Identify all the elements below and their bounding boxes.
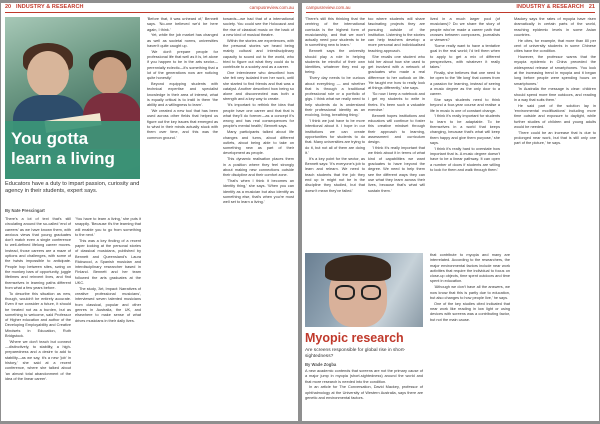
myopic-headline: Myopic research	[305, 331, 404, 345]
paragraph: She says students need to think beyond a four-year course and realise a life in music is one of constant change.	[430, 97, 500, 113]
article-column	[5, 217, 71, 417]
feature-photo	[5, 17, 140, 179]
article-column	[147, 17, 218, 417]
paragraph: 'We don't prepare people for professional life that well as it is, let alone if you happen to be in the arts sector—perennially eclectic—it's something that a lot of the generations now are noticing quite honestly.'	[147, 49, 218, 81]
paragraph: lived in a much larger pool (of musicians)? Do we share the story of people who've made a career path that crosses between composers, journalists or viewers?	[430, 17, 500, 43]
paragraph: towards—we had that of a international society. You could see the Holocaust and the rise of classical music on the back of a new kind of musical theatre.	[223, 17, 294, 37]
paragraph: Bennett hopes institutions and educators will continue to foster this creative mindset through their approach to learning, assessment and curriculum design.	[368, 113, 425, 145]
myopic-standfirst: Are screens responsible for global rise in short-sightedness?	[305, 348, 406, 359]
paragraph: 'That's when I think it becomes an identity thing,' she says. 'When you can identify as a musician but also identify as something else, that's when you're most well set to learn a living.'	[223, 178, 294, 205]
paragraph: Bennett says the university should play a role in helping students be mindful of their own identities, whatever they end up being.	[305, 49, 365, 75]
paragraph: 'Some really want to have a tentative goal in the real world; I'd tell them when to apply to get a mix of different perspectives, with whatever it really takes.'	[430, 43, 500, 70]
article-column	[75, 217, 141, 417]
paragraph: She recalls one student who told her about how she used to get involved with a network of graduates who made a real difference to her outlook on life. 'He taught me how to really look at things differently,' she says.	[368, 54, 425, 91]
paragraph: He cites, for example, that more than 80 per cent of university students in some Chinese cities have the condition.	[514, 38, 596, 54]
article-column	[305, 369, 423, 419]
paragraph: 'Although we don't have all the answers, we now know that this is partly due to education, but also changes to how people live,' he says.	[430, 285, 510, 300]
paragraph: 'There's still this thinking that the centring of the international curricula is the highest form of musicianship, and that we won't actually need your students to be in something new to learn.'	[305, 17, 365, 48]
paragraph: 'Where we don't teach but connect—distinctively, to stability, a high-preparedness and a desire to add to stability—as we say, it's a new 'job' in history,' she said at a recent conference, where she talked about 'an almost total abandonment of the idea of the linear career'.	[5, 339, 71, 381]
paragraph: There's a lot of text that's still circulating around the so-called 'end of careers' as we have known them, with anxious views that young graduates don't match even a single conference to well-defined lifelong career moves. Instead, those careers are a maze of options and challenges, with some of the twists impossible to anticipate. People hop between sites, swing on the monkey bars of opportunity, juggle lifetimes and reinvent lives, and find themselves in learning paths different from what a few years before.	[5, 217, 71, 290]
feature-headline: You gotta	[11, 129, 89, 148]
paragraph: 'In Australia the message is clear: children should spend more time outdoors, and reading in a way that suits them.'	[514, 87, 596, 102]
paragraph: 'So now I keep a notebook and I get my students to write in theirs. It's been such a valuable exercise.'	[368, 92, 425, 113]
paragraph: Beyond equipping students with technical expertise and specialist knowledge in their area of interest, what is equally critical is to instil in them 'the ability and a willingness to learn'.	[147, 82, 218, 108]
glasses-lens	[361, 285, 381, 300]
paragraph: One of the key studies cited indicated that near work like reading in low light or using devices with screens was a contributing factor, but not the main cause.	[430, 301, 510, 322]
header-rule	[306, 12, 595, 13]
feature-standfirst: Educators have a duty to impart passion, curiosity and agency in their students, expert says.	[5, 181, 140, 194]
paragraph: Within the stories are experiences, with the personal stories we heard being mainly cultural and interdisciplinary capacity to sound out to the world, who tried to figure out what they could do to contribute to a society and as a career.	[223, 38, 294, 70]
article-column	[430, 17, 500, 249]
paragraph: 'Before that, it was unheard of,' Bennett says. 'No-one believed we'd be here again, I think.'	[147, 17, 218, 32]
paragraph: In an article for The Conversation, David Mackey, professor of ophthalmology at the University of Western Australia, says there are genetic and environmental factors.	[305, 385, 423, 400]
paragraph: too where students will share fascinating projects they are pursuing outside of the institution. Listening to the stories can help teachers develop a more personal and individualised teaching approach.	[368, 17, 425, 53]
right-page	[302, 3, 599, 421]
paragraph: 'I think we just have to be more intentional about it. I hope in our institutions we can create opportunities for students to do that. Many universities are trying to do it, but not all of them are doing it.'	[305, 119, 365, 155]
feature-headline: learn a living	[11, 149, 115, 168]
site-url[interactable]: campusreview.com.au	[249, 4, 294, 10]
header-rule	[5, 12, 294, 13]
paragraph: 'I think it's really important that we think about it in terms of what kind of capabilities we want graduates to have beyond the degree. We need to help them see the different ways they can use what they learn across their lives, because that's what will sustain them.'	[368, 146, 425, 193]
paragraph: Many participants talked about life changes and turns, about different outlets, about being able to take on something new as part of their development as people.	[223, 130, 294, 156]
paragraph: 'I think it's really hard to overstate how important that is. A music degree doesn't have to be a linear pathway. It can open a number of doors if students are willing to look for them and walk through them.'	[430, 146, 500, 172]
page-header	[1, 3, 298, 12]
page-number: 21	[588, 4, 595, 10]
myopic-photo	[305, 253, 423, 327]
article-column	[430, 253, 510, 418]
article-column	[368, 17, 425, 249]
paragraph: 'Every day needs to be curious about everything — and whether that is through a traditional professional role or a portfolio of gigs. I think what we really need to help students do is understand their professional identity as an evolving, living, breathing thing.'	[305, 76, 365, 118]
article-column	[514, 17, 596, 417]
paragraph: Mackey says the rates of myopia have risen dramatically in certain parts of the world, reaching epidemic levels in some Asian countries.	[514, 17, 596, 37]
paragraph: One interviewee who described how she felt very isolated from her work, until she started to find friends and that was a catalyst. Another described how being so alone and disconnected was both a strength and a key way to create.	[223, 70, 294, 102]
paragraph: 'It's important to rethink the idea that people have one career and that that is what they'll do forever—as a concept it's wrong and has real consequences for people's mental health,' Bennett says.	[223, 103, 294, 129]
left-page	[1, 3, 298, 421]
paragraph: To describe this situation as new, though, wouldn't be entirely accurate. Even if we consider a future, it should be treated not as a burden, but as something to welcome, said Professor of Higher education and author of the Developing Employability and Creative Mindsets in Education, Ruth Bridgstock.	[5, 291, 71, 339]
page-header	[302, 3, 599, 12]
paragraph: 'You have to learn a living,' she puts it snappily. 'Because it's the learning that will enable you to go from something to the next.'	[75, 217, 141, 237]
section-label: INDUSTRY & RESEARCH	[16, 4, 84, 10]
myopic-byline: By Wade Zogba	[305, 362, 337, 367]
glasses-lens	[335, 285, 355, 300]
section-label: INDUSTRY & RESEARCH	[516, 4, 584, 10]
paragraph: The study, 'Art, Impact: Narratives of creative professional musicians', interviewed seven talented musicians from classical, popular and other genres in Australia, the UK, and elsewhere to make sense of what drives musicians in their daily lives.	[75, 286, 141, 323]
article-column	[223, 17, 294, 417]
paragraph: 'We created a new tool that has been used across other fields that helped us figure out the key issues that emerged as to what in their minds actually stuck with them over time, and this was the common ground.'	[147, 109, 218, 140]
page-number: 20	[5, 4, 12, 10]
paragraph: that contribute to myopia and many are interrelated. According to the researchers, the major environmental factors include near work activities that require the individual to focus on close-up objects, time spent outdoors and time spent in education.	[430, 253, 510, 284]
person-head	[93, 57, 127, 95]
paragraph: 'I think it's really important for students to learn to be adaptable. To be themselves in a world that keeps changing, because that's what will keep them happy and give them purpose,' she says.	[430, 114, 500, 145]
child-hair	[325, 255, 391, 281]
paragraph: A new academic contends that screens are not the primary cause of a major jump in myopia (short-sightedness) around the world and that more research is needed into the condition.	[305, 369, 423, 384]
feature-byline: By Nate Prescingart	[5, 208, 45, 213]
paragraph: Finally, she believes that one need to be open to the 'life long' that comes from a passion for learning, instead of seeing a music degree as the only door to a career.	[430, 70, 500, 97]
paragraph: This was a key finding of a recent paper looking at the personal stories of classical musicians, published by Bennett and Queensland's Laura Rickwood, a Spanish musician and interdisciplinary researcher based in Finland. Bennett and her team followed the arts graduates at the UKC.	[75, 238, 141, 286]
article-column	[305, 17, 365, 249]
paragraph: It's a key point for the sector, as Bennett says: 'It's everyone's job to learn and relearn. We need to teach students that the job they end up in might not be in the discipline they studied, but that doesn't mean they've failed.'	[305, 156, 365, 193]
paragraph: He said part of the solution lay in 'environmental modifications' including more time outside and exposure to daylight, while further studies of children and young adults would be needed.	[514, 103, 596, 129]
person-head	[27, 51, 69, 97]
paragraph: This dynamic realisation places them in a position where they feel strongly about making new connections outside their discipline and their comfort zone.	[223, 157, 294, 178]
site-url[interactable]: campusreview.com.au	[306, 4, 351, 10]
paragraph: However, the professor warns that the myopia epidemic in China preceded the widespread release of smartphones. 'You look at the increasing trend in myopia and it began long before people were spending hours on smartphones.'	[514, 55, 596, 86]
paragraph: 'There could be an increase that is due to prolonged near work, but that is still only one part of the picture,' he says.	[514, 130, 596, 146]
paragraph: Yet, while the job market has changed as well as societal norms, universities haven't quite caught up.	[147, 33, 218, 48]
